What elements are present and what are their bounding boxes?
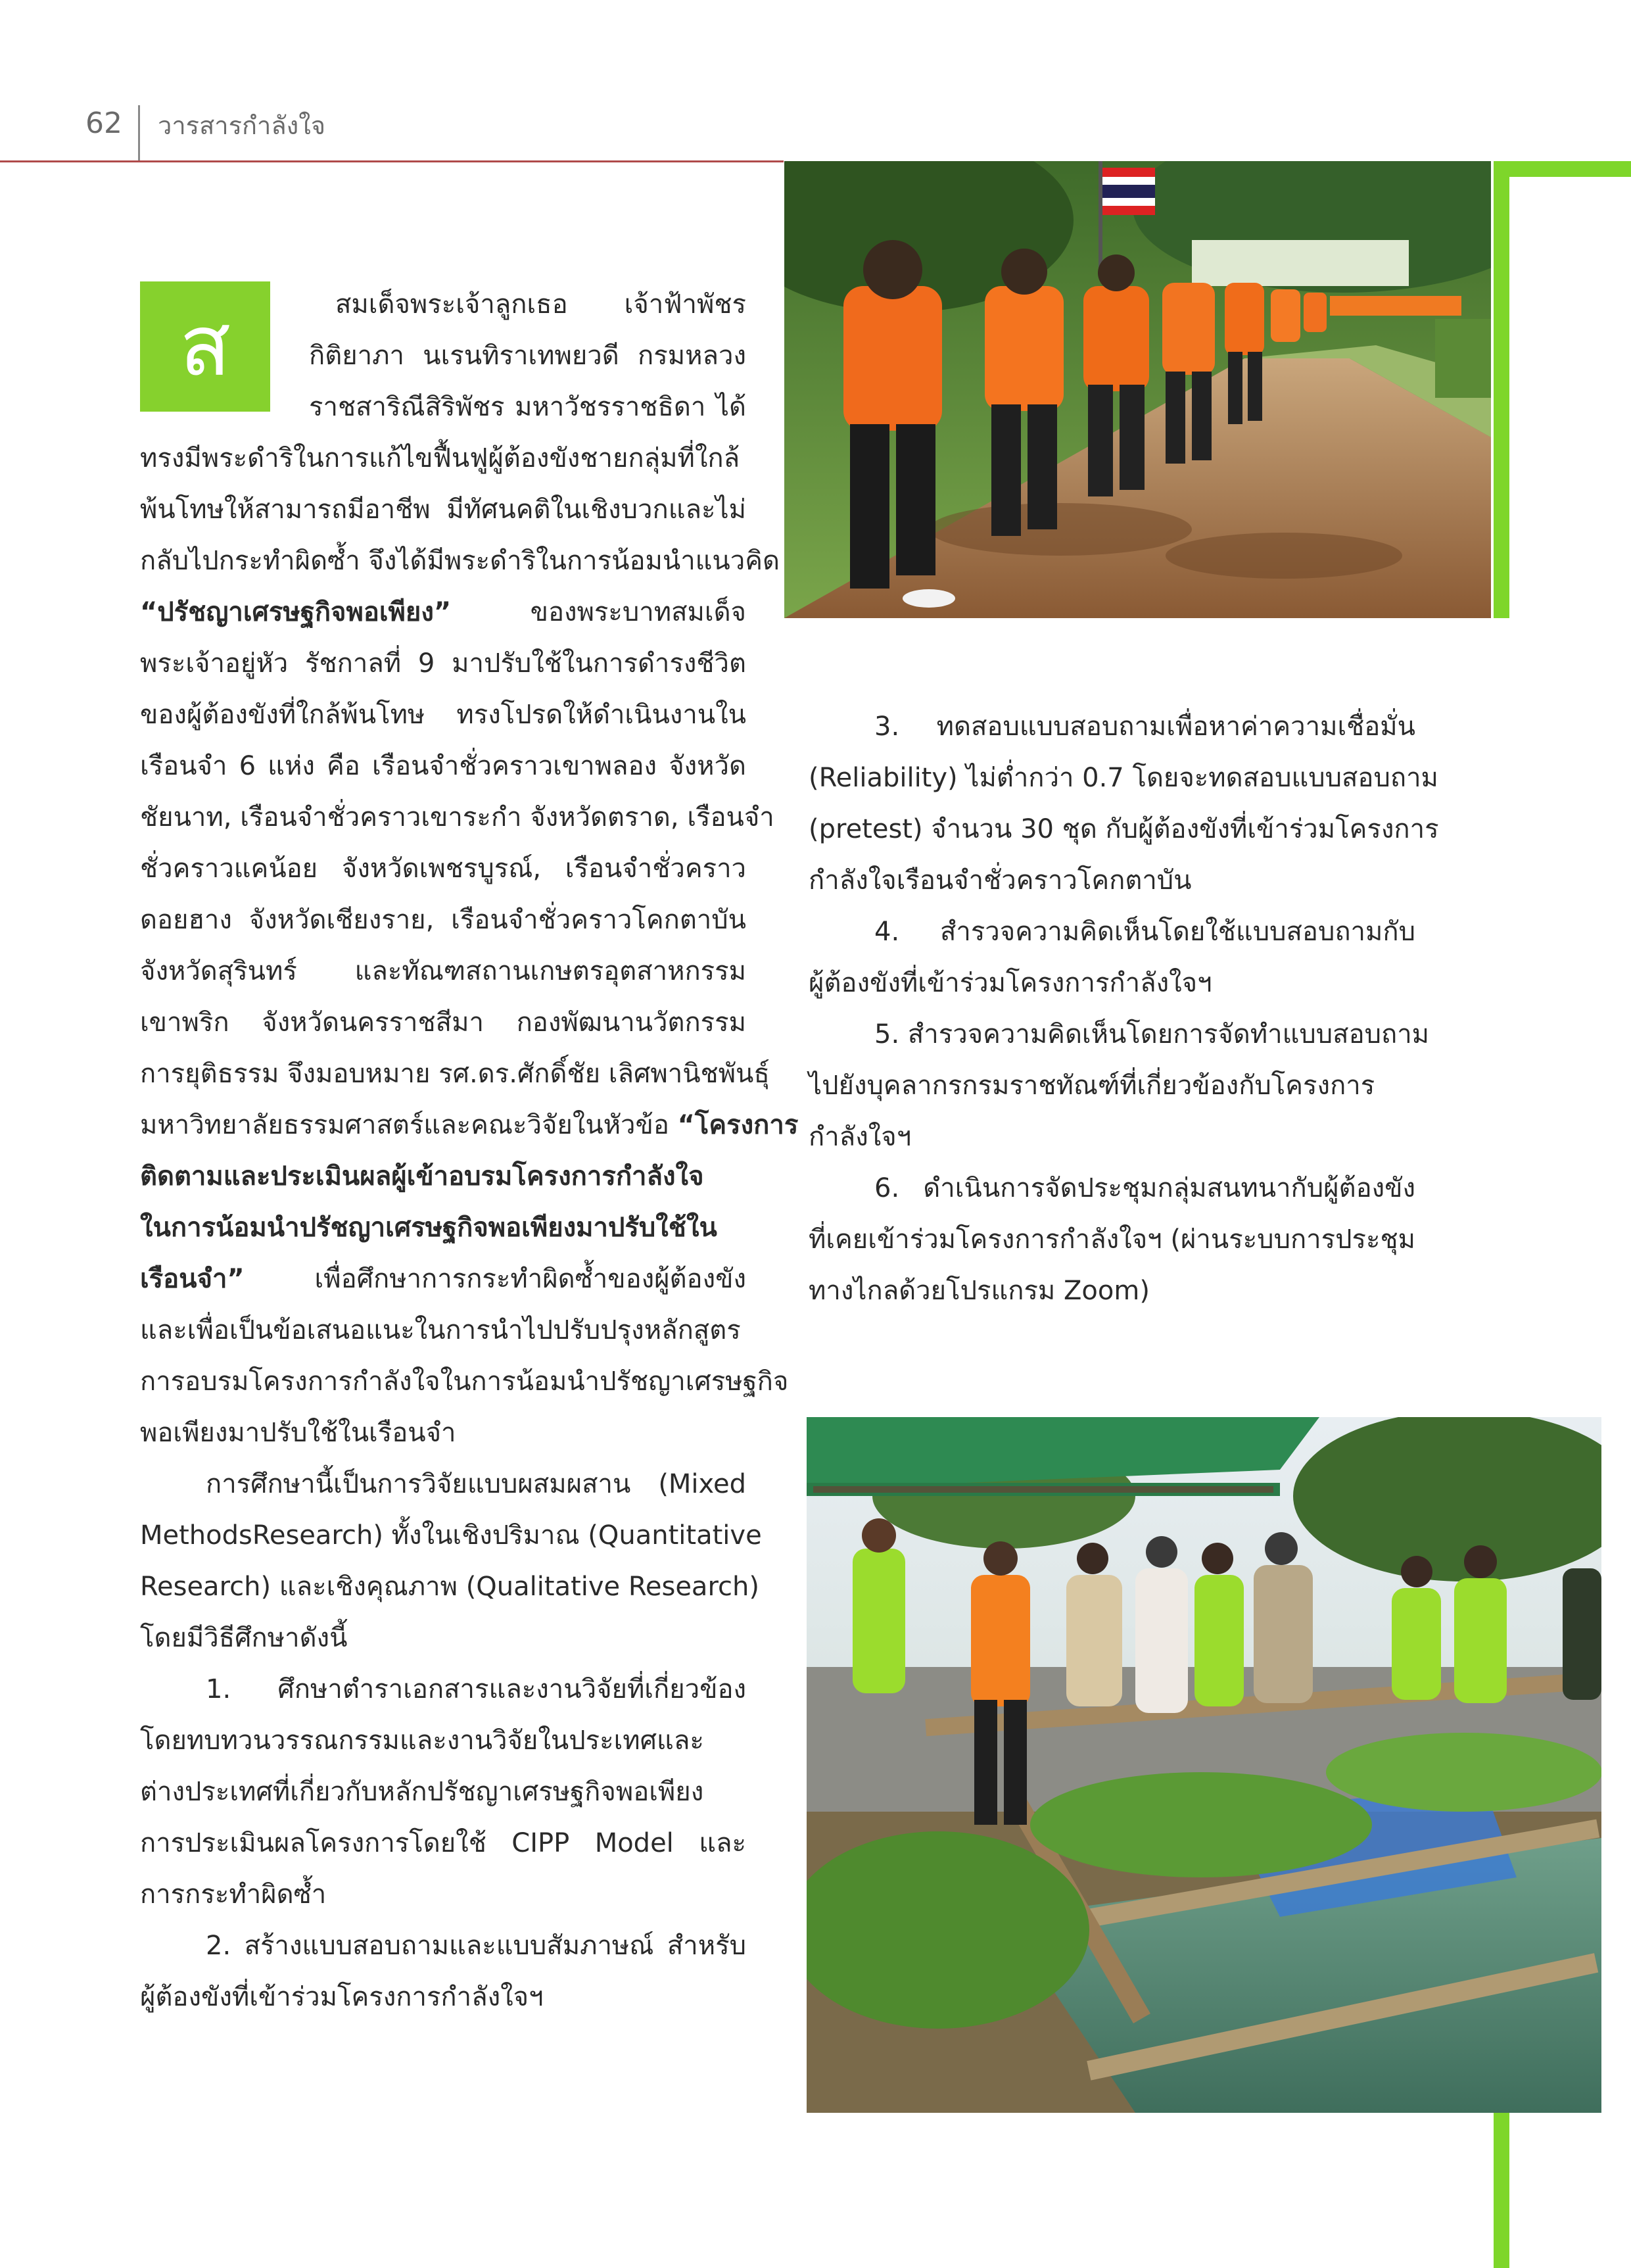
text-line: พ้นโทษให้สามารถมีอาชีพ มีทัศนคติในเชิงบวกและไม่ (140, 495, 746, 525)
text-line: กลับไปกระทำผิดซ้ำ จึงได้มีพระดำริในการน้อมนำแนวคิด (140, 546, 780, 576)
text-line: เรือนจำ 6 แห่ง คือ เรือนจำชั่วคราวเขาพลอง จังหวัด (140, 751, 746, 781)
text-line: ทางไกลด้วยโปรแกรม Zoom) (809, 1276, 1150, 1306)
text-line: ของผู้ต้องขังที่ใกล้พ้นโทษ ทรงโปรดให้ดำเนินงานใน (140, 700, 746, 730)
text-line: กำลังใจเรือนจำชั่วคราวโคกตาบัน (809, 865, 1192, 896)
text-line-emphasis: ติดตามและประเมินผลผู้เข้าอบรมโครงการกำลังใจ (140, 1161, 704, 1192)
text-line: การกระทำผิดซ้ำ (140, 1879, 327, 1910)
emphasis: “ปรัชญาเศรษฐกิจพอเพียง” (140, 597, 452, 627)
text-line: มหาวิทยาลัยธรรมศาสตร์และคณะวิจัยในหัวข้อ “โครงการ (140, 1110, 799, 1140)
text-line: ทรงมีพระดำริในการแก้ไขฟื้นฟูผู้ต้องขังชายกลุ่มที่ใกล้ (140, 443, 740, 473)
text-line: ผู้ต้องขังที่เข้าร่วมโครงการกำลังใจฯ (140, 1982, 544, 2012)
text-line: กิติยาภา นเรนทิราเทพยวดี กรมหลวง (309, 341, 746, 371)
accent-bar-top (1494, 161, 1631, 177)
text-line: 3. ทดสอบแบบสอบถามเพื่อหาค่าความเชื่อมั่น (874, 712, 1415, 742)
text-line: 5. สำรวจความคิดเห็นโดยการจัดทำแบบสอบถาม (874, 1019, 1430, 1050)
text-line: ชั่วคราวแคน้อย จังหวัดเพชรบูรณ์, เรือนจำชั่วคราว (140, 854, 746, 884)
drop-cap: ส (140, 281, 270, 412)
text-line: พอเพียงมาปรับใช้ในเรือนจำ (140, 1418, 456, 1448)
text-line: ต่างประเทศที่เกี่ยวกับหลักปรัชญาเศรษฐกิจพอเพียง (140, 1777, 704, 1807)
text-line: ไปยังบุคลากรกรมราชทัณฑ์ที่เกี่ยวข้องกับโครงการ (809, 1071, 1375, 1101)
accent-bar-top-vertical (1494, 161, 1509, 618)
emphasis: เรือนจำ” (140, 1264, 245, 1294)
text-line: 1. ศึกษาตำราเอกสารและงานวิจัยที่เกี่ยวข้อง (206, 1674, 746, 1704)
text-line: ดอยฮาง จังหวัดเชียงราย, เรือนจำชั่วคราวโคกตาบัน (140, 905, 746, 935)
text-line: การอบรมโครงการกำลังใจในการน้อมนำปรัชญาเศรษฐกิจ (140, 1366, 789, 1397)
text-line: เขาพริก จังหวัดนครราชสีมา กองพัฒนานวัตกรรม (140, 1007, 746, 1038)
accent-bar-bottom (1494, 2111, 1509, 2268)
text-line: Research) และเชิงคุณภาพ (Qualitative Research) (140, 1572, 759, 1602)
photo-marching-inmates (784, 161, 1491, 618)
text-line-emphasis: ในการน้อมนำปรัชญาเศรษฐกิจพอเพียงมาปรับใช้ใน (140, 1213, 717, 1243)
text-line: 6. ดำเนินการจัดประชุมกลุ่มสนทนากับผู้ต้องขัง (874, 1173, 1415, 1203)
text-line: 4. สำรวจความคิดเห็นโดยใช้แบบสอบถามกับ (874, 917, 1415, 947)
text-line: การศึกษานี้เป็นการวิจัยแบบผสมผสาน (Mixed (206, 1469, 746, 1499)
text-line: (pretest) จำนวน 30 ชุด กับผู้ต้องขังที่เข้าร่วมโครงการ (809, 814, 1439, 844)
text-line: ที่เคยเข้าร่วมโครงการกำลังใจฯ (ผ่านระบบการประชุม (809, 1224, 1415, 1255)
text-line: “ปรัชญาเศรษฐกิจพอเพียง” ของพระบาทสมเด็จ (140, 597, 746, 627)
text-line: 2. สร้างแบบสอบถามและแบบสัมภาษณ์ สำหรับ (206, 1931, 746, 1961)
text-line: ชัยนาท, เรือนจำชั่วคราวเขาระกำ จังหวัดตราด, เรือนจำ (140, 802, 774, 832)
text-line: สมเด็จพระเจ้าลูกเธอ เจ้าฟ้าพัชร (335, 289, 746, 320)
text-line: จังหวัดสุรินทร์ และทัณฑสถานเกษตรอุตสาหกรรม (140, 956, 746, 986)
text-line: กำลังใจฯ (809, 1122, 912, 1152)
text-line: ราชสาริณีสิริพัชร มหาวัชรราชธิดา ได้ (309, 392, 746, 422)
text-line: การประเมินผลโครงการโดยใช้ CIPP Model และ (140, 1828, 746, 1858)
header-rule (0, 160, 784, 162)
text-line: พระเจ้าอยู่หัว รัชกาลที่ 9 มาปรับใช้ในการดำรงชีวิต (140, 648, 746, 679)
header-divider (138, 105, 140, 162)
text-line: MethodsResearch) ทั้งในเชิงปริมาณ (Quantitative (140, 1520, 762, 1551)
photo-officials-at-pond (807, 1417, 1601, 2113)
text-line: (Reliability) ไม่ต่ำกว่า 0.7 โดยจะทดสอบแบบสอบถาม (809, 763, 1438, 793)
text-line: โดยทบทวนวรรณกรรมและงานวิจัยในประเทศและ (140, 1725, 704, 1756)
text-line: และเพื่อเป็นข้อเสนอแนะในการนำไปปรับปรุงหลักสูตร (140, 1315, 741, 1345)
page-number: 62 (85, 107, 122, 140)
text-line: เรือนจำ” เพื่อศึกษาการกระทำผิดซ้ำของผู้ต้องขัง (140, 1264, 746, 1294)
text-line: การยุติธรรม จึงมอบหมาย รศ.ดร.ศักดิ์ชัย เลิศพานิชพันธุ์ (140, 1059, 770, 1089)
journal-title: วารสารกำลังใจ (158, 111, 326, 140)
text-line: โดยมีวิธีศึกษาดังนี้ (140, 1623, 348, 1653)
emphasis: “โครงการ (677, 1110, 799, 1140)
text-line: ผู้ต้องขังที่เข้าร่วมโครงการกำลังใจฯ (809, 968, 1212, 998)
